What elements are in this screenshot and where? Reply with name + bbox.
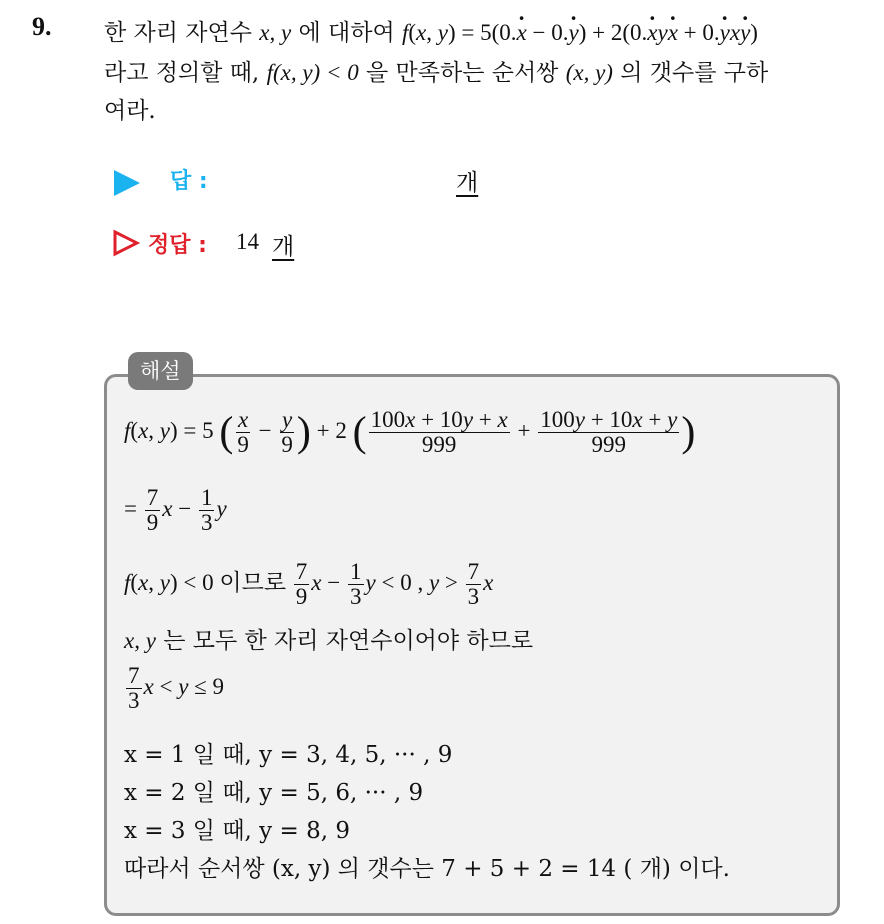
solution-line-9: 따라서 순서쌍 (x, y) 의 갯수는 7 + 5 + 2 = 14 ( 개) 이다.: [124, 856, 730, 882]
correct-value: 14: [236, 229, 259, 254]
outline-arrow-icon: [112, 229, 140, 257]
correct-label: 정답 :: [148, 233, 207, 258]
solution-line-7: x = 2 일 때, y = 5, 6, ··· , 9: [124, 780, 424, 806]
correct-unit: 개: [272, 234, 295, 260]
question-line-2: 라고 정의할 때, f(x, y) < 0 을 만족하는 순서쌍 (x, y) 의 갯수를 구하: [104, 60, 769, 86]
solution-line-5: $\frac{7}{3}$ x < y ≤ 9: [128, 663, 225, 714]
solution-line-3: f(x, y) < 0 이므로 $\frac{7}{9}$ x − $\frac{1}{3}$ y < 0 , y > $\frac{7}{3}$ x: [124, 559, 494, 610]
solution-line-4: x, y 는 모두 한 자리 자연수이어야 하므로: [124, 628, 534, 654]
question-line-1: 한 자리 자연수 x, y 에 대하여 f(x, y) = 5(0.x · − 0.y ·) + 2(0.x ·yx · + 0.y ·xy ·): [104, 14, 758, 47]
solution-line-6: x = 1 일 때, y = 3, 4, 5, ··· , 9: [124, 742, 453, 768]
answer-unit: 개: [456, 170, 479, 196]
solution-tag: 해설: [128, 352, 193, 390]
solution-line-1: f(x, y) = 5 ( $\frac{x}{9}$ − $\frac{y}{9}$ ) + 2 ( $\frac{100x + 10y + x}{999}$ + $\frac{100y + 10x + y}{999}$ ): [124, 407, 696, 458]
answer-label: 답 :: [170, 169, 208, 194]
solution-line-2: = $\frac{7}{9}$ x − $\frac{1}{3}$ y: [124, 485, 227, 536]
play-arrow-icon: [114, 170, 140, 196]
question-number: 9.: [32, 12, 52, 41]
question-line-3: 여라.: [104, 98, 156, 124]
solution-line-8: x = 3 일 때, y = 8, 9: [124, 818, 350, 844]
